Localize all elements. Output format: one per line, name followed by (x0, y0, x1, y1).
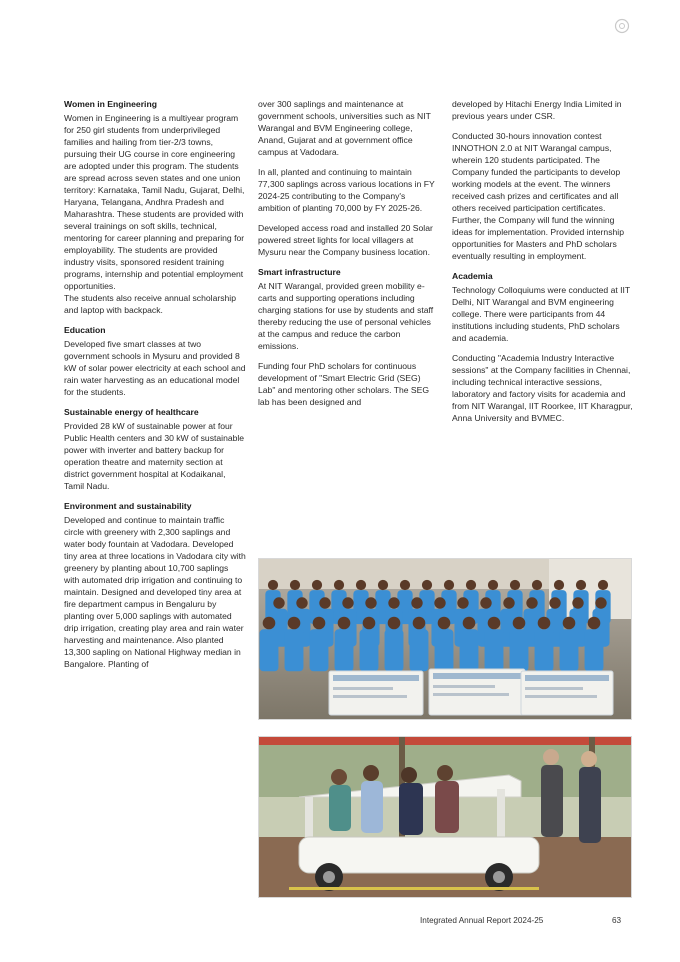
paragraph-interactive-sessions: Conducting "Academia Industry Interactive sessions" at the Company facilities in Chennai, including technical interactive sessions, laboratory and factory visits for academia and from NIT Warangal, IIT Roorkee, IIT Kharagpur, Anna University and BVMEC. (452, 353, 633, 423)
heading-women-in-engineering: Women in Engineering (64, 99, 157, 109)
column-right (452, 98, 634, 432)
brand-mark-icon (614, 18, 630, 34)
paragraph-environment: Developed and continue to maintain traffic circle with greenery with 2,300 saplings and water body fountain at Vadodara. Developed tiny area at three locations in Vadodara city with greenery by planting about 10,700 saplings with automated drip irrigation and continuing to maintain. Designed and developed tiny area at fire department campus in Bengaluru by planting over 5,000 saplings with automated drip irrigation, creating play area and rain water harvesting and maintenance. Also planted 13,300 sapling on National Highway median in Bangalore. Planting of (64, 515, 246, 669)
group-photo-students (258, 558, 632, 720)
ecart-photo (258, 736, 632, 898)
heading-sustainable-energy: Sustainable energy of healthcare (64, 407, 199, 417)
heading-environment: Environment and sustainability (64, 501, 192, 511)
paragraph-saplings-continued: over 300 saplings and maintenance at government schools, universities such as NIT Warangal and BVM Engineering college, Anand, Gujarat and at government office campus at Vadodara. (258, 99, 431, 157)
column-middle (258, 98, 440, 416)
paragraph-women-scholarship: The students also receive annual scholarship and laptop with backpack. (64, 293, 236, 315)
heading-smart-infrastructure: Smart infrastructure (258, 267, 341, 277)
footer-report-title: Integrated Annual Report 2024-25 (420, 916, 544, 925)
heading-education: Education (64, 325, 106, 335)
paragraph-innothon: Conducted 30-hours innovation contest INNOTHON 2.0 at NIT Warangal campus, wherein 120 students participated. The Company funded the participants to develop working models at the event. The winners received cash prizes and certificates and all others received participation certificates. Further, the Company will fund the winning ideas for implementation. Provided internship opportunities for Masters and PhD scholars eventually resulting in employment. (452, 131, 624, 261)
paragraph-colloquiums: Technology Colloquiums were conducted at IIT Delhi, NIT Warangal and BVM engineering college. There were participants from 44 institutions including students, PhD scholars and academia. (452, 285, 631, 343)
heading-academia: Academia (452, 271, 493, 281)
paragraph-smart-infrastructure: At NIT Warangal, provided green mobility e-carts and supporting operations including charging stations for use by students and staff thereby reducing the use of personal vehicles at the campus and reduce the carbon emissions. (258, 281, 434, 351)
paragraph-sustainable-energy: Provided 28 kW of sustainable power at four Public Health centers and 30 kW of sustainable power with inverter and battery backup for operation theatre and maternity section at district government hospital at Kodaikanal, Tamil Nadu. (64, 421, 245, 491)
column-left (64, 98, 246, 678)
paragraph-seg-lab-continued: developed by Hitachi Energy India Limited in previous years under CSR. (452, 99, 622, 121)
paragraph-women-program: Women in Engineering is a multiyear program for 250 girl students from underprivileged families and hailing from tier-2/3 towns, pursuing their UG course in core engineering are adopted under this program. The students are spread across seven states and one union territory: Karnataka, Tamil Nadu, Gujarat, Delhi, Haryana, Telangana, Andhra Pradesh and Maharashtra. These students are provided with several trainings on soft skills, technical, mentoring for career planning and preparing for employability. The students are provided industry visits, sponsored resident training programs, internship and potential employment opportunities. (64, 113, 245, 291)
paragraph-education: Developed five smart classes at two government schools in Mysuru and provided 8 kW of solar power electricity at each school and rain water harvesting as an educational model for the students. (64, 339, 246, 397)
paragraph-saplings-total: In all, planted and continuing to maintain 77,300 saplings across various locations in FY 2024-25 contributing to the Company's ambition of planting 70,000 by FY 2025-26. (258, 167, 435, 213)
paragraph-phd-funding: Funding four PhD scholars for continuous development of "Smart Electric Grid (SEG) Lab" and mentoring other scholars. The SEG lab has been designed and (258, 361, 430, 407)
paragraph-solar-lights: Developed access road and installed 20 Solar powered street lights for local villagers at Mysuru near the Company business location. (258, 223, 433, 257)
footer-page-number: 63 (612, 916, 622, 925)
